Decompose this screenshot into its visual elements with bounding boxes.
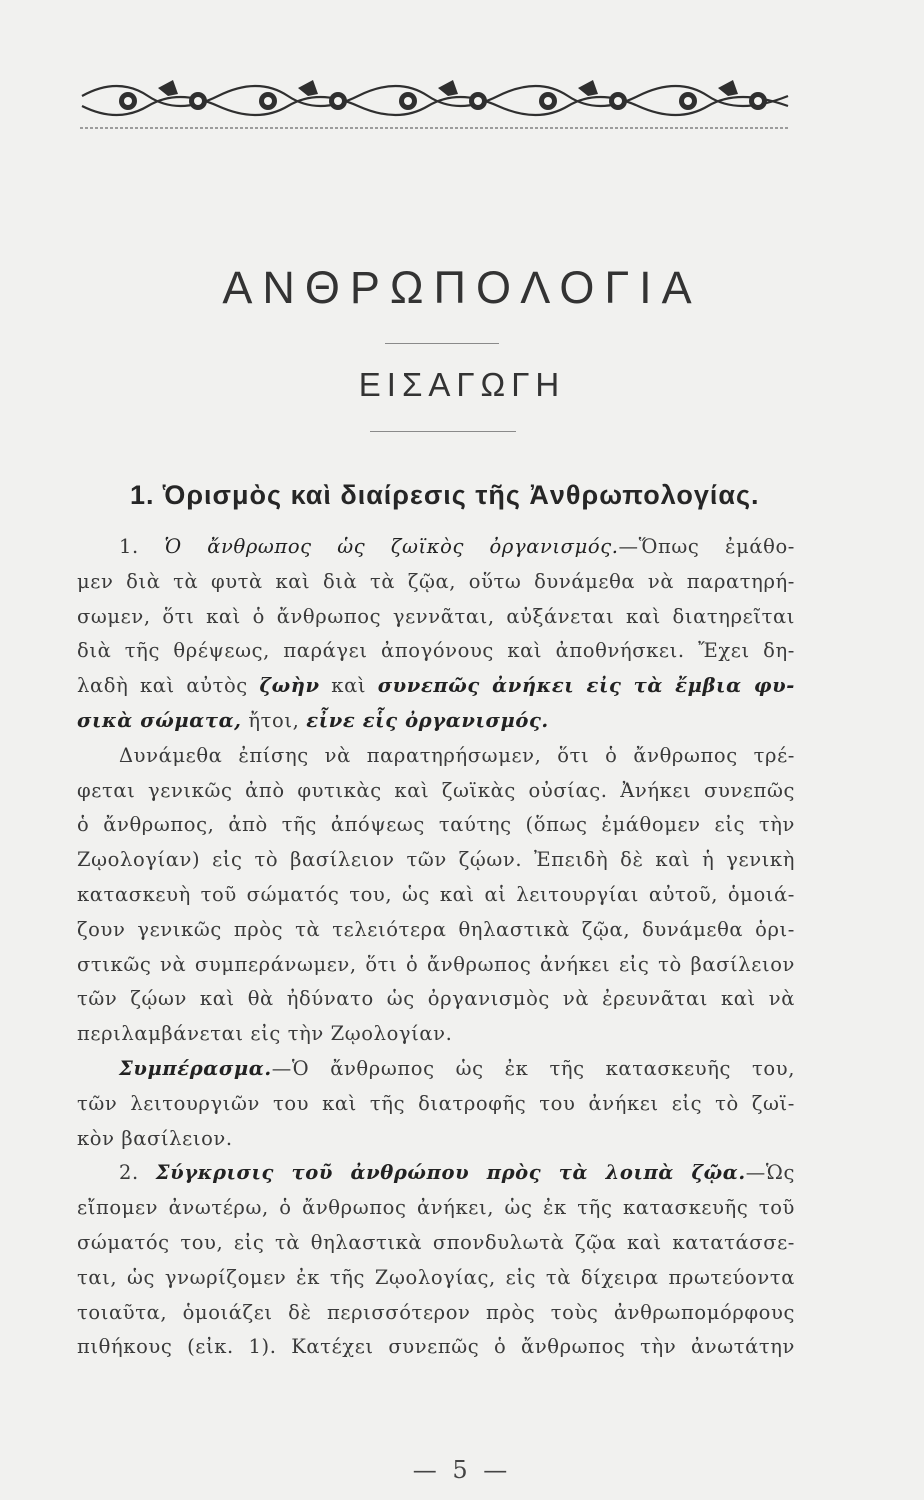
text-line: στικῶς νὰ συμπεράνωμεν, ὅτι ὁ ἄνθρωπος ἀνήκει εἰς τὸ βασίλειον (77, 952, 795, 976)
text-line: σωμεν, ὅτι καὶ ὁ ἄνθρωπος γεννᾶται, αὐξάνεται καὶ διατηρεῖται (77, 604, 795, 628)
text-fragment: καὶ (331, 674, 367, 698)
decorative-headpiece-ornament (78, 66, 792, 130)
paragraph-heading: Ὁ ἄνθρωπος ὡς ζωϊκὸς ὀργανισμός. (164, 535, 619, 558)
text-line (77, 530, 795, 565)
text-line (77, 1156, 795, 1191)
text-line: ὁ ἄνθρωπος, ἀπὸ τῆς ἀπόψεως ταύτης (ὅπως ἐμάθομεν εἰς τὴν (77, 813, 795, 837)
text-line (77, 1052, 795, 1087)
text-line: διὰ τῆς θρέψεως, παράγει ἀπογόνους καὶ ἀποθνήσκει. Ἔχει δη- (77, 639, 795, 663)
text-line: πιθήκους (εἰκ. 1). Κατέχει συνεπῶς ὁ ἄνθρωπος τὴν ἀνωτάτην (77, 1335, 795, 1359)
emphasis-text: εἶνε εἷς ὀργανισμός. (306, 708, 549, 732)
subtitle-divider (370, 431, 516, 432)
text-line: ται, ὡς γνωρίζομεν ἐκ τῆς Ζῳολογίας, εἰς τὰ δίχειρα πρωτεύοντα (77, 1265, 795, 1289)
text-line: εἴπομεν ἀνωτέρω, ὁ ἄνθρωπος ἀνήκει, ὡς ἐκ τῆς κατασκευῆς τοῦ (77, 1196, 795, 1220)
text-fragment: —Ὁ ἄνθρωπος ὡς ἐκ τῆς κατασκευῆς του, (271, 1056, 795, 1080)
text-line: ζουν γενικῶς πρὸς τὰ τελειότερα θηλαστικὰ ζῷα, δυνάμεθα ὁρι- (77, 917, 795, 941)
emphasis-text: ζωὴν (259, 674, 320, 698)
text-line: περιλαμβάνεται εἰς τὴν Ζῳολογίαν. (77, 1022, 453, 1046)
text-line: φεται γενικῶς ἀπὸ φυτικὰς καὶ ζωϊκὰς οὐσίας. Ἀνήκει συνεπῶς (77, 778, 795, 802)
emphasis-text: σικὰ σώματα, (77, 708, 242, 732)
body-text (77, 530, 795, 1365)
text-line (77, 669, 795, 704)
text-line: κατασκευὴ τοῦ σώματός του, ὡς καὶ αἱ λειτουργίαι αὐτοῦ, ὁμοιά- (77, 882, 795, 906)
section-subtitle: ΕΙΣΑΓΩΓΗ (358, 366, 566, 403)
page-title: ΑΝΘΡΩΠΟΛΟΓΙΑ (222, 262, 702, 313)
text-line: σώματός του, εἰς τὰ θηλαστικὰ σπονδυλωτὰ ζῷα καὶ κατατάσσε- (77, 1230, 795, 1254)
paragraph-heading: Συμπέρασμα. (119, 1056, 272, 1080)
text-fragment: —Ὅπως ἐμάθο- (618, 535, 795, 558)
text-line: τῶν λειτουργιῶν του καὶ τῆς διατροφῆς του ἀνήκει εἰς τὸ ζωϊ- (77, 1091, 795, 1115)
text-line: Ζῳολογίαν) εἰς τὸ βασίλειον τῶν ζῴων. Ἐπειδὴ δὲ καὶ ἡ γενικὴ (77, 848, 795, 872)
emphasis-text: συνεπῶς ἀνήκει εἰς τὰ ἔμβια φυ- (377, 674, 795, 698)
text-line: Δυνάμεθα ἐπίσης νὰ παρατηρήσωμεν, ὅτι ὁ ἄνθρωπος τρέ- (119, 743, 795, 767)
text-fragment: ἤτοι, (248, 708, 300, 732)
paragraph-heading: Σύγκρισις τοῦ ἀνθρώπου πρὸς τὰ λοιπὰ ζῷα. (155, 1161, 746, 1185)
text-line (77, 704, 795, 739)
page-number: — 5 — (412, 1456, 512, 1484)
text-line: τοιαῦτα, ὁμοιάζει δὲ περισσότερον πρὸς τοὺς ἀνθρωπομόρφους (77, 1300, 795, 1324)
title-divider (385, 343, 499, 344)
chapter-heading: 1. Ὁρισμὸς καὶ διαίρεσις τῆς Ἀνθρωπολογίας. (130, 480, 760, 510)
text-line: κὸν βασίλειον. (77, 1126, 233, 1150)
paragraph-number: 2. (119, 1161, 139, 1185)
text-line: μεν διὰ τὰ φυτὰ καὶ διὰ τὰ ζῷα, οὕτω δυνάμεθα νὰ παρατηρή- (77, 569, 795, 593)
text-fragment: λαδὴ καὶ αὐτὸς (77, 674, 248, 698)
text-line: τῶν ζῴων καὶ θὰ ἠδύνατο ὡς ὀργανισμὸς νὰ ἐρευνᾶται καὶ νὰ (77, 987, 795, 1011)
paragraph-number: 1. (119, 535, 139, 558)
text-fragment: —Ὡς (745, 1161, 795, 1185)
